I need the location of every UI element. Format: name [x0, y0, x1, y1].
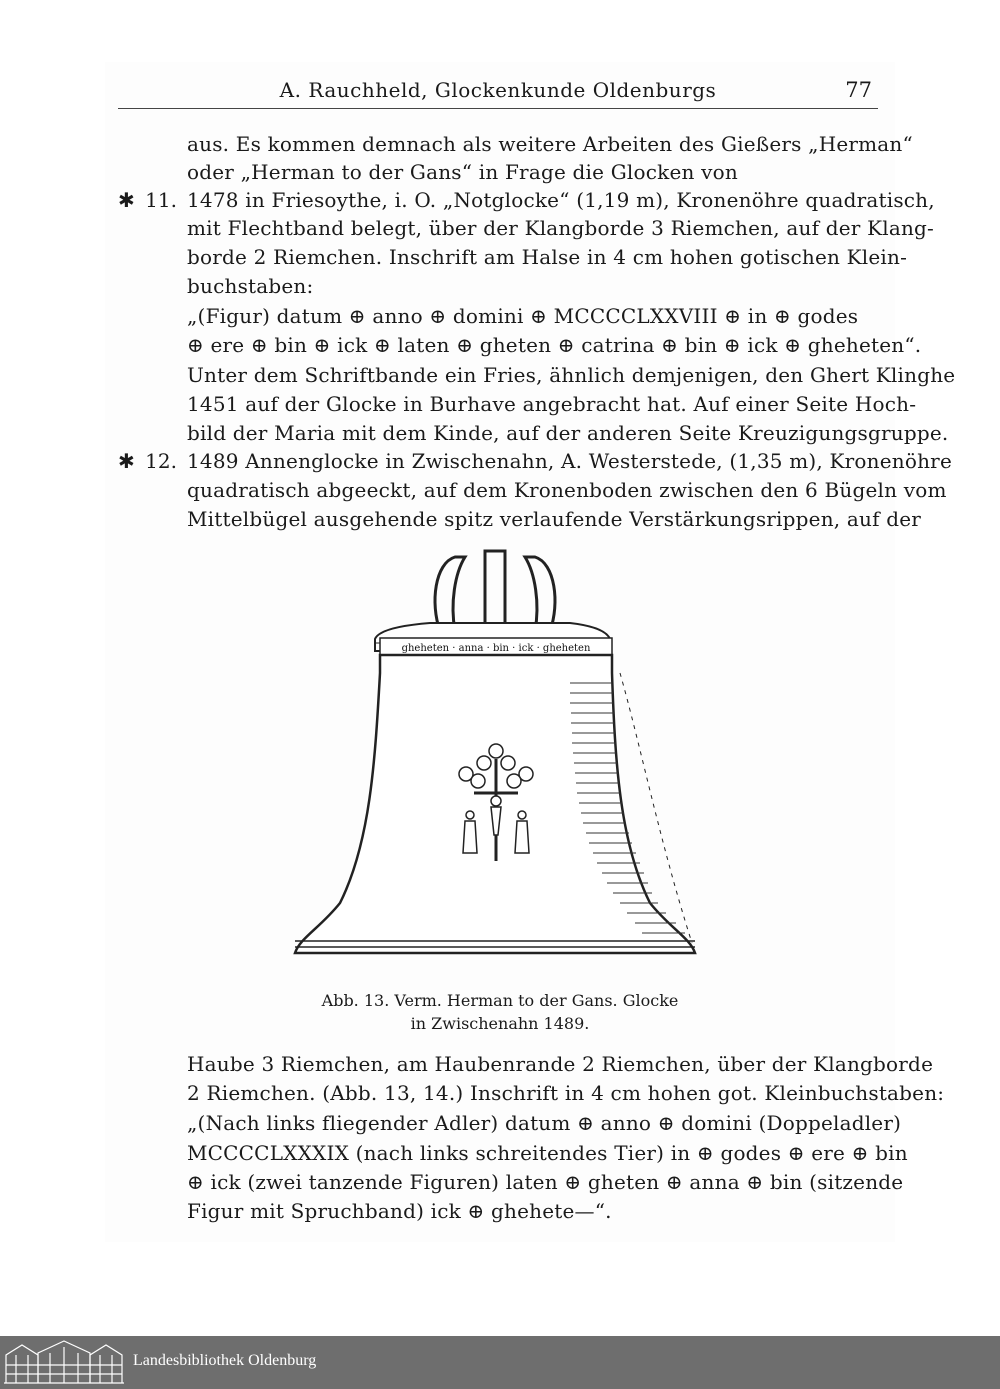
text-line: Figur mit Spruchband) ick ⊕ ghehete—“.: [187, 1199, 612, 1223]
text-line: „(Figur) datum ⊕ anno ⊕ domini ⊕ MCCCCLXXVIII ⊕ in ⊕ godes: [187, 304, 859, 328]
running-head-title: A. Rauchheld, Glockenkunde Oldenburgs: [279, 78, 717, 102]
star-marker-icon: ✱: [118, 449, 135, 473]
text-line: 2 Riemchen. (Abb. 13, 14.) Inschrift in 4 cm hohen got. Kleinbuchstaben:: [187, 1081, 945, 1105]
text-line: bild der Maria mit dem Kinde, auf der anderen Seite Kreuzigungsgruppe.: [187, 421, 949, 445]
entry-number-11: [118, 186, 177, 214]
text-line: buchstaben:: [187, 274, 314, 298]
entry-number-label: 12.: [145, 449, 177, 473]
text-line: 1489 Annenglocke in Zwischenahn, A. Westerstede, (1,35 m), Kronenöhre: [187, 449, 952, 473]
text-line: Haube 3 Riemchen, am Haubenrande 2 Riemchen, über der Klangborde: [187, 1052, 934, 1076]
text-line: Unter dem Schriftbande ein Fries, ähnlich demjenigen, den Ghert Klinghe: [187, 363, 956, 387]
text-line: oder „Herman to der Gans“ in Frage die Glocken von: [187, 160, 738, 184]
text-line: quadratisch abgeeckt, auf dem Kronenboden zwischen den 6 Bügeln vom: [187, 478, 947, 502]
running-head: [118, 74, 878, 109]
text-line: „(Nach links fliegender Adler) datum ⊕ anno ⊕ domini (Doppeladler): [187, 1111, 902, 1135]
text-line: 1478 in Friesoythe, i. O. „Notglocke“ (1,19 m), Kronenöhre quadratisch,: [187, 188, 935, 212]
figure-caption-line-1: Abb. 13. Verm. Herman to der Gans. Glocke: [321, 991, 679, 1010]
bell-inscription: gheheten · anna · bin · ick · gheheten: [401, 643, 591, 654]
bell-illustration: [280, 543, 720, 983]
figure-caption-line-2: in Zwischenahn 1489.: [410, 1014, 590, 1033]
text-line: MCCCCLXXXIX (nach links schreitendes Tier) in ⊕ godes ⊕ ere ⊕ bin: [187, 1141, 908, 1165]
text-line: aus. Es kommen demnach als weitere Arbeiten des Gießers „Herman“: [187, 132, 913, 156]
text-line: ⊕ ere ⊕ bin ⊕ ick ⊕ laten ⊕ gheten ⊕ catrina ⊕ bin ⊕ ick ⊕ gheheten“.: [187, 333, 922, 357]
library-building-icon: [2, 1339, 127, 1385]
library-name: Landesbibliothek Oldenburg: [133, 1352, 317, 1369]
page-number: 77: [845, 78, 872, 102]
text-line: ⊕ ick (zwei tanzende Figuren) laten ⊕ gheten ⊕ anna ⊕ bin (sitzende: [187, 1170, 904, 1194]
entry-number-12: [118, 447, 177, 475]
text-line: 1451 auf der Glocke in Burhave angebracht hat. Auf einer Seite Hoch-: [187, 392, 917, 416]
star-marker-icon: ✱: [118, 188, 135, 212]
entry-number-label: 11.: [145, 188, 177, 212]
library-footer: [0, 1336, 1000, 1389]
text-line: borde 2 Riemchen. Inschrift am Halse in 4 cm hohen gotischen Klein-: [187, 245, 908, 269]
text-line: Mittelbügel ausgehende spitz verlaufende Verstärkungsrippen, auf der: [187, 507, 922, 531]
text-line: mit Flechtband belegt, über der Klangborde 3 Riemchen, auf der Klang-: [187, 216, 934, 240]
